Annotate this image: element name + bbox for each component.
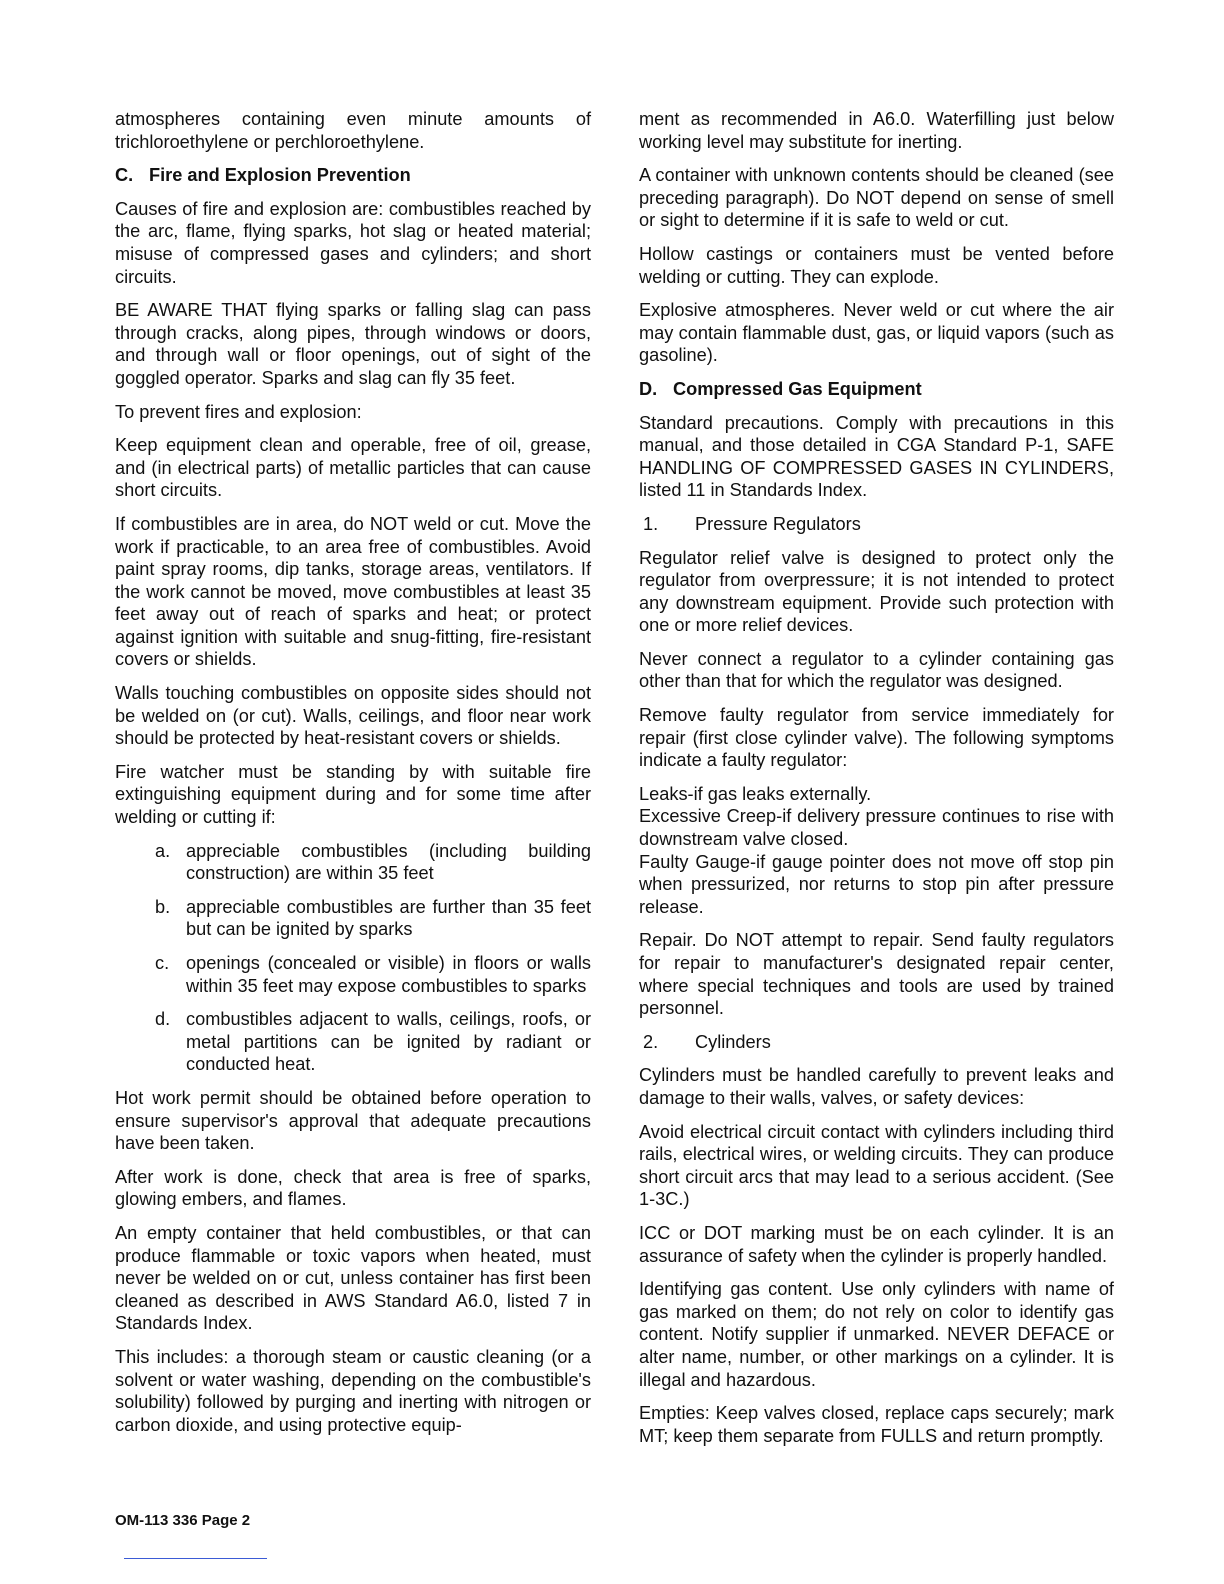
- list-marker: c.: [155, 953, 170, 973]
- paragraph-remove-faulty-regulator: Remove faulty regulator from service immediately for repair (first close cylinder valve). The following symptoms indicate a faulty regulator:: [639, 705, 1114, 771]
- list-item: [155, 896, 591, 941]
- subsection-title: Pressure Regulators: [695, 513, 861, 534]
- symptom-faulty-gauge: Faulty Gauge-if gauge pointer does not move off stop pin when pressurized, nor returns to stop pin after pressure release.: [639, 851, 1114, 917]
- paragraph-avoid-circuit-contact: Avoid electrical circuit contact with cylinders including third rails, electrical wires, or welding circuits. They can produce short circuit arcs that may lead to a serious accident. (See 1-3C.): [639, 1121, 1114, 1210]
- paragraph-icc-dot-marking: ICC or DOT marking must be on each cylinder. It is an assurance of safety when the cylinder is properly handled.: [639, 1222, 1114, 1266]
- paragraph-to-prevent: To prevent fires and explosion:: [115, 401, 362, 422]
- paragraph-fire-watcher: Fire watcher must be standing by with suitable fire extinguishing equipment during and for some time after welding or cutting if:: [115, 761, 591, 828]
- section-c-heading: [115, 164, 591, 187]
- paragraph-hollow-castings: Hollow castings or containers must be vented before welding or cutting. They can explode.: [639, 243, 1114, 287]
- list-item: [155, 840, 591, 885]
- right-column: [639, 108, 1114, 1458]
- paragraph-walls: Walls touching combustibles on opposite sides should not be welded on (or cut). Walls, ceilings, and floor near work should be protected by heat-resistant covers or shields.: [115, 683, 591, 749]
- paragraph-explosive-atmospheres: Explosive atmospheres. Never weld or cut where the air may contain flammable dust, gas, or liquid vapors (such as gasoline).: [639, 300, 1114, 366]
- paragraph-identifying-gas: Identifying gas content. Use only cylinders with name of gas marked on them; do not rely on color to identify gas content. Notify supplier if unmarked. NEVER DEFACE or alter name, number, or other markings on a cylinder. It is illegal and hazardous.: [639, 1279, 1114, 1390]
- list-marker: d.: [155, 1009, 171, 1030]
- section-c-title: Fire and Explosion Prevention: [149, 165, 411, 186]
- paragraph-be-aware: BE AWARE THAT flying sparks or falling slag can pass through cracks, along pipes, through windows or doors, and through wall or floor openings, out of sight of the goggled operator. Sparks and slag can fly 35 feet.: [115, 300, 591, 388]
- subsection-cylinders: [639, 1031, 1114, 1054]
- symptom-excessive-creep: Excessive Creep-if delivery pressure continues to rise with downstream valve closed.: [639, 806, 1114, 850]
- paragraph-continued-inerting: ment as recommended in A6.0. Waterfilling just below working level may substitute for inerting.: [639, 109, 1114, 152]
- list-marker: a.: [155, 840, 171, 861]
- list-item: [155, 952, 591, 997]
- paragraph-handle-cylinders: Cylinders must be handled carefully to prevent leaks and damage to their walls, valves, or safety devices:: [639, 1065, 1114, 1108]
- section-d-heading: [639, 378, 1114, 401]
- subsection-number: 2.: [643, 1031, 659, 1052]
- paragraph-intro-continued: atmospheres containing even minute amounts of trichloroethylene or perchloroethylene.: [115, 109, 591, 152]
- list-item: [155, 1008, 591, 1076]
- list-text: combustibles adjacent to walls, ceilings, roofs, or metal partitions can be ignited by radiant or conducted heat.: [186, 1009, 591, 1075]
- paragraph-combustibles-in-area: If combustibles are in area, do NOT weld or cut. Move the work if practicable, to an area free of combustibles. Avoid paint spray rooms, dip tanks, storage areas, ventilators. If the work cannot be moved, move combustibles at least 35 feet away out of reach of sparks and heat; or protect against ignition with suitable and snug-fitting, fire-resistant covers or shields.: [115, 513, 591, 670]
- paragraph-repair: Repair. Do NOT attempt to repair. Send faulty regulators for repair to manufacturer's designated repair center, where special techniques and tools are used by trained personnel.: [639, 930, 1114, 1019]
- subsection-title: Cylinders: [695, 1031, 771, 1052]
- paragraph-after-work: After work is done, check that area is free of sparks, glowing embers, and flames.: [115, 1166, 591, 1210]
- section-d-title: Compressed Gas Equipment: [673, 378, 922, 399]
- list-text: openings (concealed or visible) in floors or walls within 35 feet may expose combustibles to sparks: [186, 953, 591, 996]
- section-d-letter: D.: [639, 378, 658, 399]
- section-c-letter: C.: [115, 165, 134, 186]
- list-text: appreciable combustibles (including building construction) are within 35 feet: [186, 840, 591, 884]
- paragraph-empty-container: An empty container that held combustibles, or that can produce flammable or toxic vapors when heated, must never be welded on or cut, unless container has first been cleaned as described in AWS Standard A6.0, listed 7 in Standards Index.: [115, 1222, 591, 1334]
- paragraph-never-connect: Never connect a regulator to a cylinder containing gas other than that for which the regulator was designed.: [639, 648, 1114, 692]
- list-marker: b.: [155, 896, 171, 917]
- footer-rule-line: [124, 1558, 267, 1559]
- paragraph-empties: Empties: Keep valves closed, replace caps securely; mark MT; keep them separate from FULLS and return promptly.: [639, 1403, 1114, 1446]
- page-footer-label: OM-113 336 Page 2: [115, 1512, 251, 1529]
- symptom-leaks: Leaks-if gas leaks externally.: [639, 783, 872, 804]
- list-text: appreciable combustibles are further than 35 feet but can be ignited by sparks: [186, 896, 591, 940]
- paragraph-standard-precautions: Standard precautions. Comply with precautions in this manual, and those detailed in CGA Standard P-1, SAFE HANDLING OF COMPRESSED GASES IN CYLINDERS, listed 11 in Standards Index.: [639, 412, 1114, 501]
- paragraph-hot-work-permit: Hot work permit should be obtained before operation to ensure supervisor's approval that adequate precautions have been taken.: [115, 1087, 591, 1154]
- subsection-pressure-regulators: [639, 513, 1114, 536]
- paragraph-relief-valve: Regulator relief valve is designed to protect only the regulator from overpressure; it is not intended to protect any downstream equipment. Provide such protection with one or more relief devices.: [639, 547, 1114, 636]
- paragraph-unknown-contents: A container with unknown contents should be cleaned (see preceding paragraph). Do NOT depend on sense of smell or sight to determine if it is safe to weld or cut.: [639, 165, 1114, 231]
- paragraph-this-includes: This includes: a thorough steam or caustic cleaning (or a solvent or water washing, depending on the combustible's solubility) followed by purging and inerting with nitrogen or carbon dioxide, and using protective equip-: [115, 1346, 591, 1435]
- left-column: [115, 108, 591, 1447]
- subsection-number: 1.: [643, 513, 659, 534]
- paragraph-keep-equipment-clean: Keep equipment clean and operable, free of oil, grease, and (in electrical parts) of metallic particles that can cause short circuits.: [115, 435, 591, 501]
- fire-watcher-conditions-list: [115, 840, 591, 1076]
- paragraph-causes: Causes of fire and explosion are: combustibles reached by the arc, flame, flying sparks, hot slag or heated material; misuse of compressed gases and cylinders; and short circuits.: [115, 198, 591, 287]
